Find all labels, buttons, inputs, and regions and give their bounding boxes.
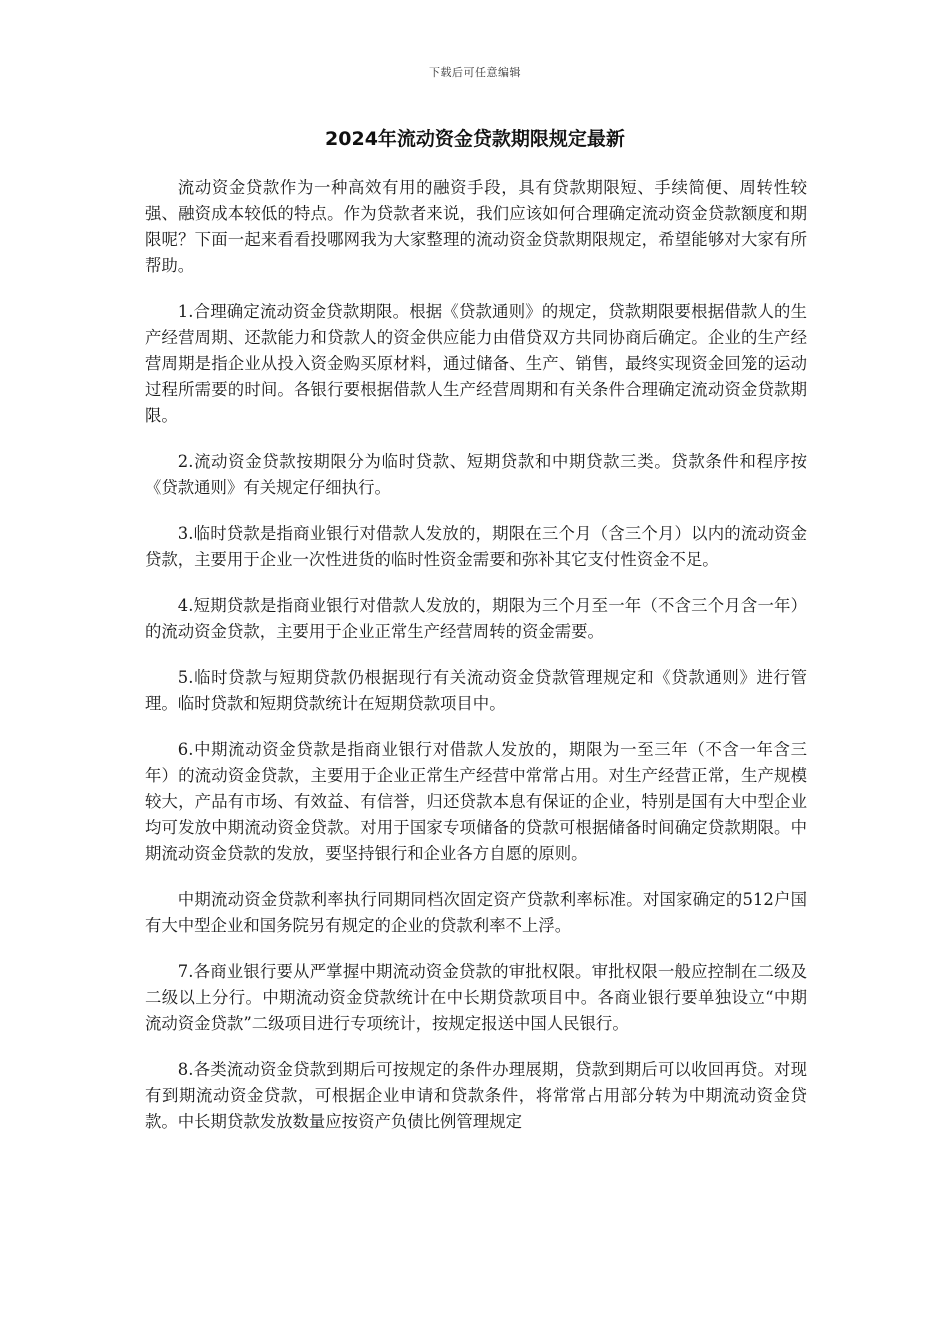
header-note: 下载后可任意编辑 [429,66,521,79]
paragraph-5: 5.临时贷款与短期贷款仍根据现行有关流动资金贷款管理规定和《贷款通则》进行管理。临时贷款和短期贷款统计在短期贷款项目中。 [145,668,807,713]
paragraph-7: 7.各商业银行要从严掌握中期流动资金贷款的审批权限。审批权限一般应控制在二级及二级以上分行。中期流动资金贷款统计在中长期贷款项目中。各商业银行要单独设立“中期流动资金贷款”二级项目进行专项统计，按规定报送中国人民银行。 [145,962,807,1033]
paragraph-2: 2.流动资金贷款按期限分为临时贷款、短期贷款和中期贷款三类。贷款条件和程序按《贷款通则》有关规定仔细执行。 [145,452,807,497]
paragraph-4: 4.短期贷款是指商业银行对借款人发放的，期限为三个月至一年（不含三个月含一年）的流动资金贷款，主要用于企业正常生产经营周转的资金需要。 [145,596,807,641]
paragraph-6: 6.中期流动资金贷款是指商业银行对借款人发放的，期限为一至三年（不含一年含三年）的流动资金贷款，主要用于企业正常生产经营中常常占用。对生产经营正常，生产规模较大，产品有市场、有效益、有信誉，归还贷款本息有保证的企业，特别是国有大中型企业均可发放中期流动资金贷款。对用于国家专项储备的贷款可根据储备时间确定贷款期限。中期流动资金贷款的发放，要坚持银行和企业各方自愿的原则。 [145,740,807,863]
paragraph-3: 3.临时贷款是指商业银行对借款人发放的，期限在三个月（含三个月）以内的流动资金贷款，主要用于企业一次性进货的临时性资金需要和弥补其它支付性资金不足。 [145,524,807,569]
document-title: 2024年流动资金贷款期限规定最新 [325,128,625,150]
paragraph-intro: 流动资金贷款作为一种高效有用的融资手段，具有贷款期限短、手续简便、周转性较强、融资成本较低的特点。作为贷款者来说，我们应该如何合理确定流动资金贷款额度和期限呢？下面一起来看看投哪网我为大家整理的流动资金贷款期限规定，希望能够对大家有所帮助。 [145,178,807,275]
paragraph-1: 1.合理确定流动资金贷款期限。根据《贷款通则》的规定，贷款期限要根据借款人的生产经营周期、还款能力和贷款人的资金供应能力由借贷双方共同协商后确定。企业的生产经营周期是指企业从投入资金购买原材料，通过储备、生产、销售，最终实现资金回笼的运动过程所需要的时间。各银行要根据借款人生产经营周期和有关条件合理确定流动资金贷款期限。 [145,302,807,425]
document-body [145,175,807,1155]
paragraph-interest-rate: 中期流动资金贷款利率执行同期同档次固定资产贷款利率标准。对国家确定的512户国有大中型企业和国务院另有规定的企业的贷款利率不上浮。 [145,890,807,935]
paragraph-8: 8.各类流动资金贷款到期后可按规定的条件办理展期，贷款到期后可以收回再贷。对现有到期流动资金贷款，可根据企业申请和贷款条件，将常常占用部分转为中期流动资金贷款。中长期贷款发放数量应按资产负债比例管理规定 [145,1060,807,1131]
